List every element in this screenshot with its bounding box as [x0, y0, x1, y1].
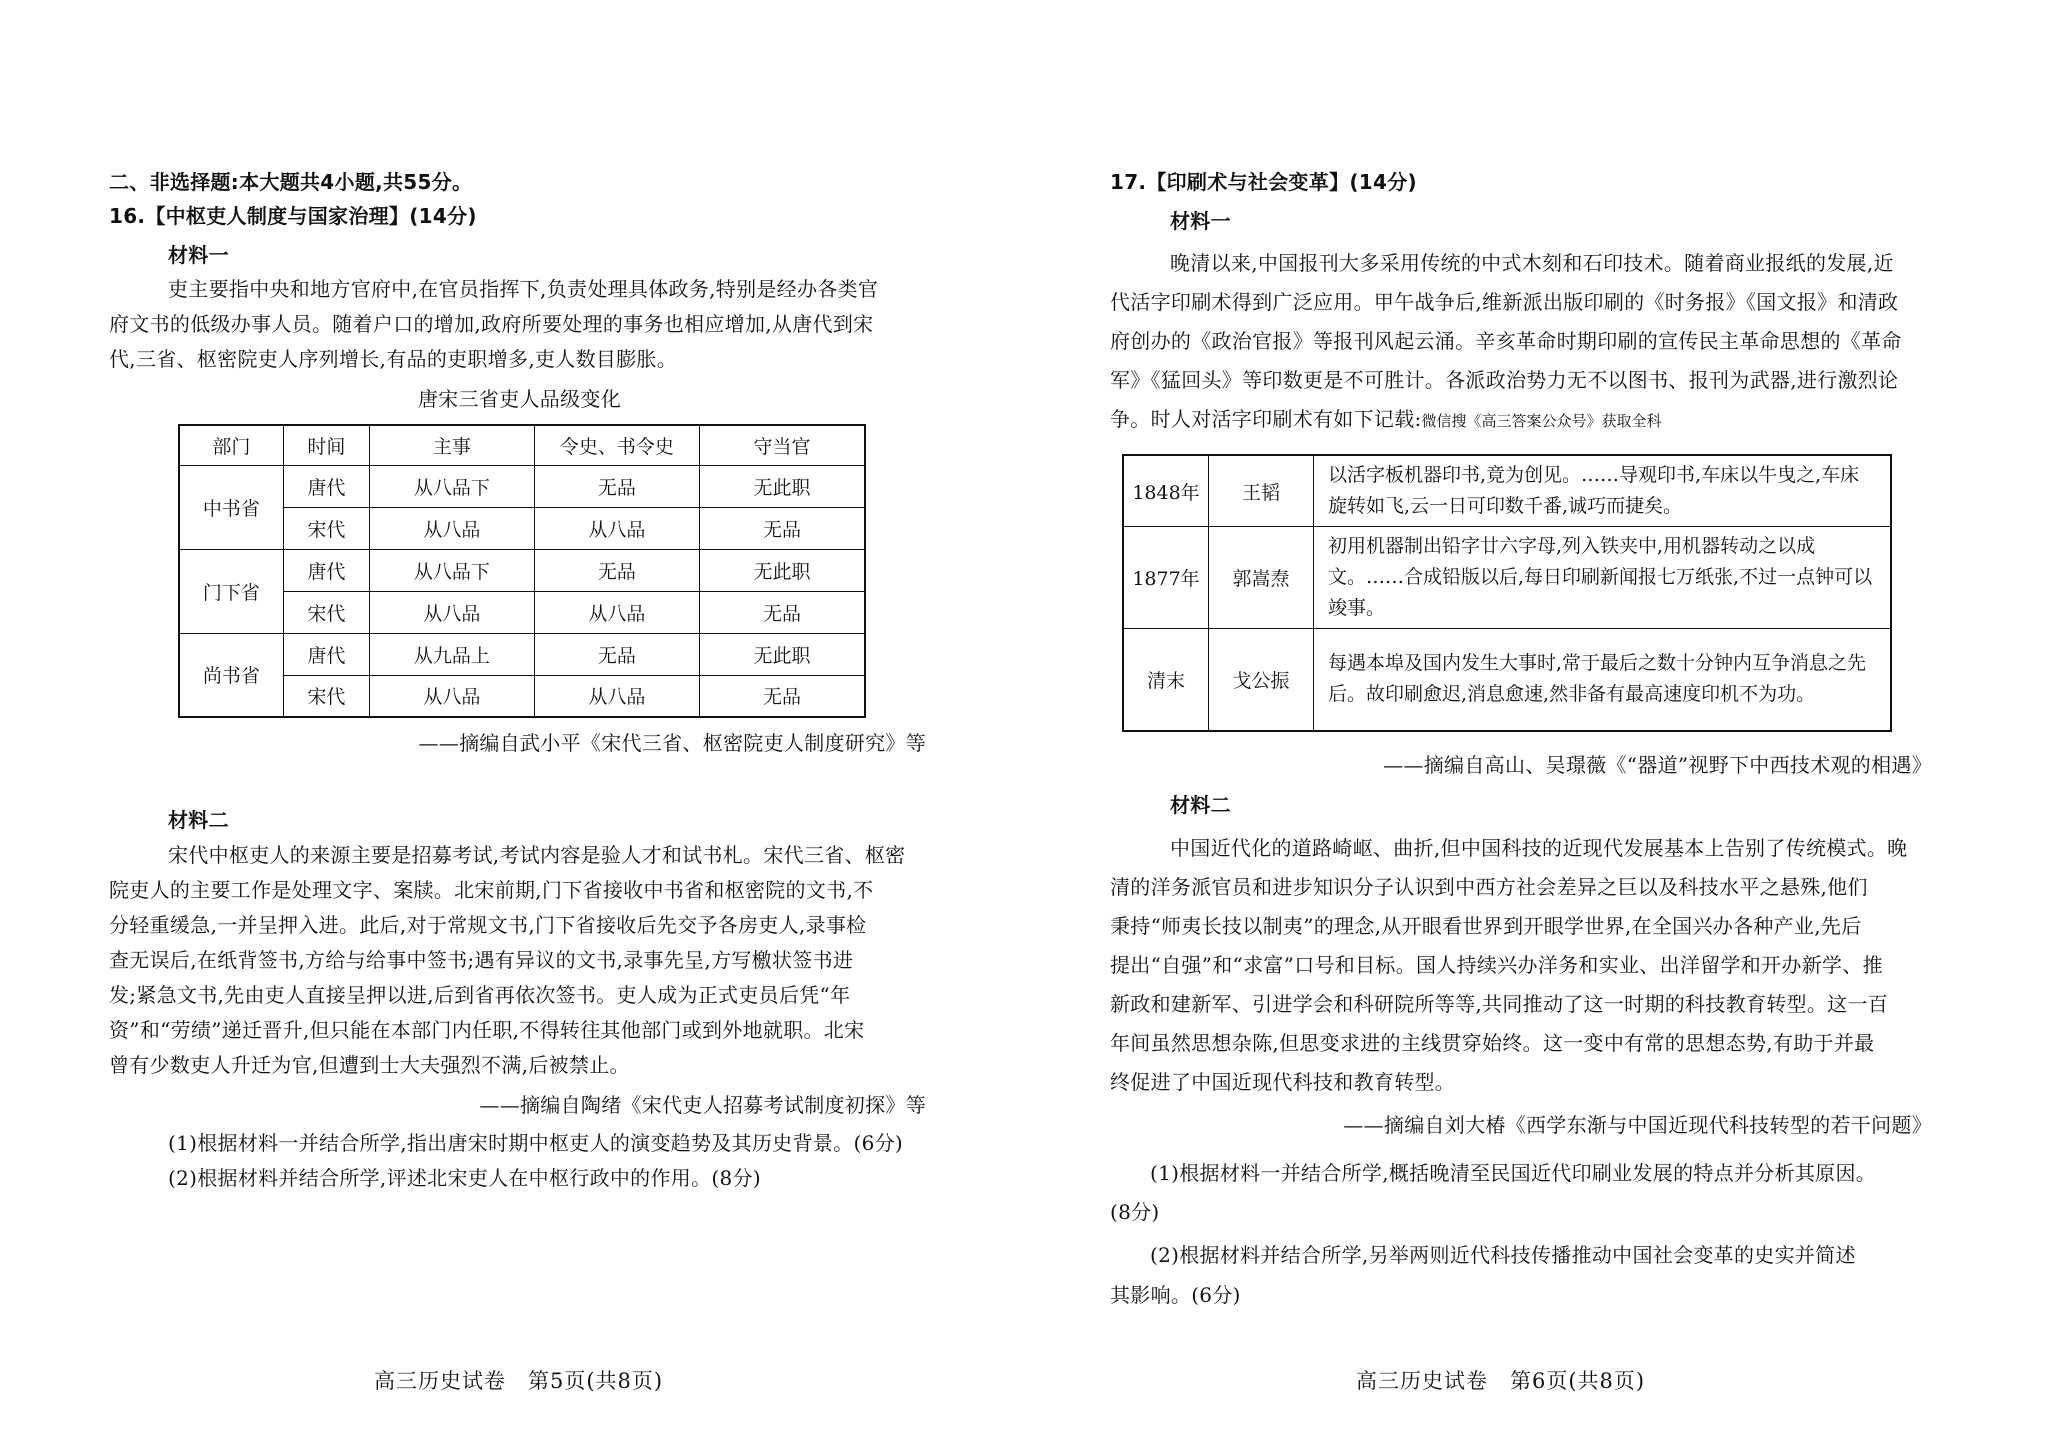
printing-records-table — [1122, 454, 1892, 732]
table-cell: 无品 — [700, 507, 865, 549]
material-2-line-1: 中国近代化的道路崎岖、曲折,但中国科技的近现代发展基本上告别了传统模式。晚 — [1170, 836, 1908, 860]
table-cell: 无品 — [534, 549, 699, 591]
dept-cell: 门下省 — [179, 549, 283, 633]
table-header-lingshi: 令史、书令史 — [534, 425, 699, 465]
material-1-line-3: 代,三省、枢密院吏人序列增长,有品的吏职增多,吏人数目膨胀。 — [109, 347, 678, 371]
person-cell: 戈公振 — [1209, 629, 1314, 731]
material-2-line-4: 查无误后,在纸背签书,方给与给事中签书;遇有异议的文书,录事先呈,方写檄状签书进 — [109, 948, 854, 972]
material-1-label: 材料一 — [168, 243, 229, 267]
table-cell: 从九品上 — [369, 633, 534, 675]
sub-question-1: (1)根据材料一并结合所学,指出唐宋时期中枢吏人的演变趋势及其历史背景。(6分) — [168, 1131, 904, 1155]
person-cell: 郭嵩焘 — [1209, 527, 1314, 629]
page-footer: 高三历史试卷 第6页(共8页) — [1356, 1369, 1646, 1393]
table-cell: 无此职 — [700, 633, 865, 675]
table-header-shoudangguan: 守当官 — [700, 425, 865, 465]
material-2-line-2: 院吏人的主要工作是处理文字、案牍。北宋前期,门下省接收中书省和枢密院的文书,不 — [109, 878, 874, 902]
material-1-line-5 — [1110, 404, 1662, 436]
sub-question-2: (2)根据材料并结合所学,另举两则近代科技传播推动中国社会变革的史实并简述 — [1150, 1243, 1856, 1267]
material-1-label: 材料一 — [1170, 209, 1231, 233]
material-2-line-3: 秉持“师夷长技以制夷”的理念,从开眼看世界到开眼学世界,在全国兴办各种产业,先后 — [1110, 914, 1862, 938]
exam-page-6 — [1024, 0, 2048, 1448]
material-2-line-6: 年间虽然思想杂陈,但思变求进的主线贯穿始终。这一变中有常的思想态势,有助于并最 — [1110, 1031, 1875, 1055]
material-2-label: 材料二 — [168, 808, 229, 832]
person-cell: 王韬 — [1209, 455, 1314, 527]
table-cell: 唐代 — [283, 549, 369, 591]
table-cell: 无品 — [534, 465, 699, 507]
material-1-line-3: 府创办的《政治官报》等报刊风起云涌。辛亥革命时期印刷的宣传民主革命思想的《革命 — [1110, 329, 1902, 353]
year-cell: 1848年 — [1123, 455, 1209, 527]
material-2-line-1: 宋代中枢吏人的来源主要是招募考试,考试内容是验人才和试书札。宋代三省、枢密 — [168, 843, 906, 867]
material-2-line-3: 分轻重缓急,一并呈押入进。此后,对于常规文书,门下省接收后先交予各房吏人,录事检 — [109, 913, 867, 937]
table-cell: 无品 — [700, 675, 865, 717]
table-cell: 从八品下 — [369, 465, 534, 507]
table-cell: 宋代 — [283, 675, 369, 717]
table-header-dept: 部门 — [179, 425, 283, 465]
section-heading: 二、非选择题:本大题共4小题,共55分。 — [109, 170, 473, 194]
table-cell: 从八品 — [369, 507, 534, 549]
table-row — [179, 465, 865, 507]
table-header-time: 时间 — [283, 425, 369, 465]
question-16-title: 16.【中枢吏人制度与国家治理】(14分) — [109, 204, 477, 228]
year-cell: 1877年 — [1123, 527, 1209, 629]
table-cell: 从八品 — [369, 675, 534, 717]
dept-cell: 中书省 — [179, 465, 283, 549]
material-1-citation: ——摘编自高山、吴璟薇《“器道”视野下中西技术观的相遇》 — [1383, 753, 1932, 777]
table-row — [1123, 527, 1891, 629]
table-cell: 无品 — [534, 633, 699, 675]
material-2-line-7: 曾有少数吏人升迁为官,但遭到士大夫强烈不满,后被禁止。 — [109, 1053, 630, 1077]
dept-cell: 尚书省 — [179, 633, 283, 717]
material-2-line-2: 清的洋务派官员和进步知识分子认识到中西方社会差异之巨以及科技水平之悬殊,他们 — [1110, 875, 1868, 899]
table-cell: 唐代 — [283, 465, 369, 507]
table-row — [179, 549, 865, 591]
year-cell: 清末 — [1123, 629, 1209, 731]
quote-cell: 以活字板机器印书,竟为创见。……导观印书,车床以牛曳之,车床旋转如飞,云一日可印数千番,诚巧而捷矣。 — [1314, 455, 1892, 527]
material-1-line-1: 晚清以来,中国报刊大多采用传统的中式木刻和石印技术。随着商业报纸的发展,近 — [1170, 251, 1894, 275]
table-cell: 从八品 — [534, 675, 699, 717]
table-cell: 从八品下 — [369, 549, 534, 591]
table-row — [179, 633, 865, 675]
page-footer: 高三历史试卷 第5页(共8页) — [374, 1369, 664, 1393]
material-2-line-7: 终促进了中国近现代科技和教育转型。 — [1110, 1070, 1456, 1094]
material-1-citation: ——摘编自武小平《宋代三省、枢密院吏人制度研究》等 — [418, 731, 926, 755]
material-1-line-4: 军》《猛回头》等印数更是不可胜计。各派政治势力无不以图书、报刊为武器,进行激烈论 — [1110, 368, 1899, 392]
material-1-line-1: 吏主要指中央和地方官府中,在官员指挥下,负责处理具体政务,特别是经办各类官 — [168, 277, 879, 301]
table-cell: 宋代 — [283, 591, 369, 633]
material-2-label: 材料二 — [1170, 793, 1231, 817]
material-1-line-5-text: 争。时人对活字印刷术有如下记载: — [1110, 407, 1422, 431]
material-1-line-2: 代活字印刷术得到广泛应用。甲午战争后,维新派出版印刷的《时务报》《国文报》和清政 — [1110, 290, 1899, 314]
table-cell: 无此职 — [700, 549, 865, 591]
table-cell: 唐代 — [283, 633, 369, 675]
table-cell: 无品 — [700, 591, 865, 633]
table-title: 唐宋三省吏人品级变化 — [418, 387, 621, 411]
table-cell: 从八品 — [534, 507, 699, 549]
rank-change-table — [178, 424, 866, 718]
sub-question-1-score: (8分) — [1110, 1200, 1160, 1224]
sub-question-1: (1)根据材料一并结合所学,概括晚清至民国近代印刷业发展的特点并分析其原因。 — [1150, 1161, 1877, 1185]
quote-cell: 初用机器制出铅字廿六字母,列入铁夹中,用机器转动之以成文。……合成铅版以后,每日印刷新闻报七万纸张,不过一点钟可以竣事。 — [1314, 527, 1892, 629]
material-2-line-5: 新政和建新军、引进学会和科研院所等等,共同推动了这一时期的科技教育转型。这一百 — [1110, 992, 1889, 1016]
material-1-line-2: 府文书的低级办事人员。随着户口的增加,政府所要处理的事务也相应增加,从唐代到宋 — [109, 312, 874, 336]
table-row — [1123, 629, 1891, 731]
quote-cell: 每遇本埠及国内发生大事时,常于最后之数十分钟内互争消息之先后。故印刷愈迟,消息愈速,然非备有最高速度印机不为功。 — [1314, 629, 1892, 731]
table-cell: 宋代 — [283, 507, 369, 549]
material-2-line-4: 提出“自强”和“求富”口号和目标。国人持续兴办洋务和实业、出洋留学和开办新学、推 — [1110, 953, 1883, 977]
sub-question-2: (2)根据材料并结合所学,评述北宋吏人在中枢行政中的作用。(8分) — [168, 1166, 761, 1190]
question-17-title: 17.【印刷术与社会变革】(14分) — [1110, 170, 1417, 194]
table-cell: 从八品 — [534, 591, 699, 633]
table-row — [1123, 455, 1891, 527]
material-2-citation: ——摘编自陶绪《宋代吏人招募考试制度初探》等 — [479, 1093, 926, 1117]
material-2-line-5: 发;紧急文书,先由吏人直接呈押以进,后到省再依次签书。吏人成为正式吏员后凭“年 — [109, 983, 851, 1007]
sub-question-2-cont: 其影响。(6分) — [1110, 1283, 1241, 1307]
watermark-text: 微信搜《高三答案公众号》获取全科 — [1421, 412, 1662, 430]
material-2-line-6: 资”和“劳绩”递迁晋升,但只能在本部门内任职,不得转往其他部门或到外地就职。北宋 — [109, 1018, 865, 1042]
table-cell: 无此职 — [700, 465, 865, 507]
table-cell: 从八品 — [369, 591, 534, 633]
table-header-zhushi: 主事 — [369, 425, 534, 465]
material-2-citation: ——摘编自刘大椿《西学东渐与中国近现代科技转型的若干问题》 — [1343, 1113, 1932, 1137]
